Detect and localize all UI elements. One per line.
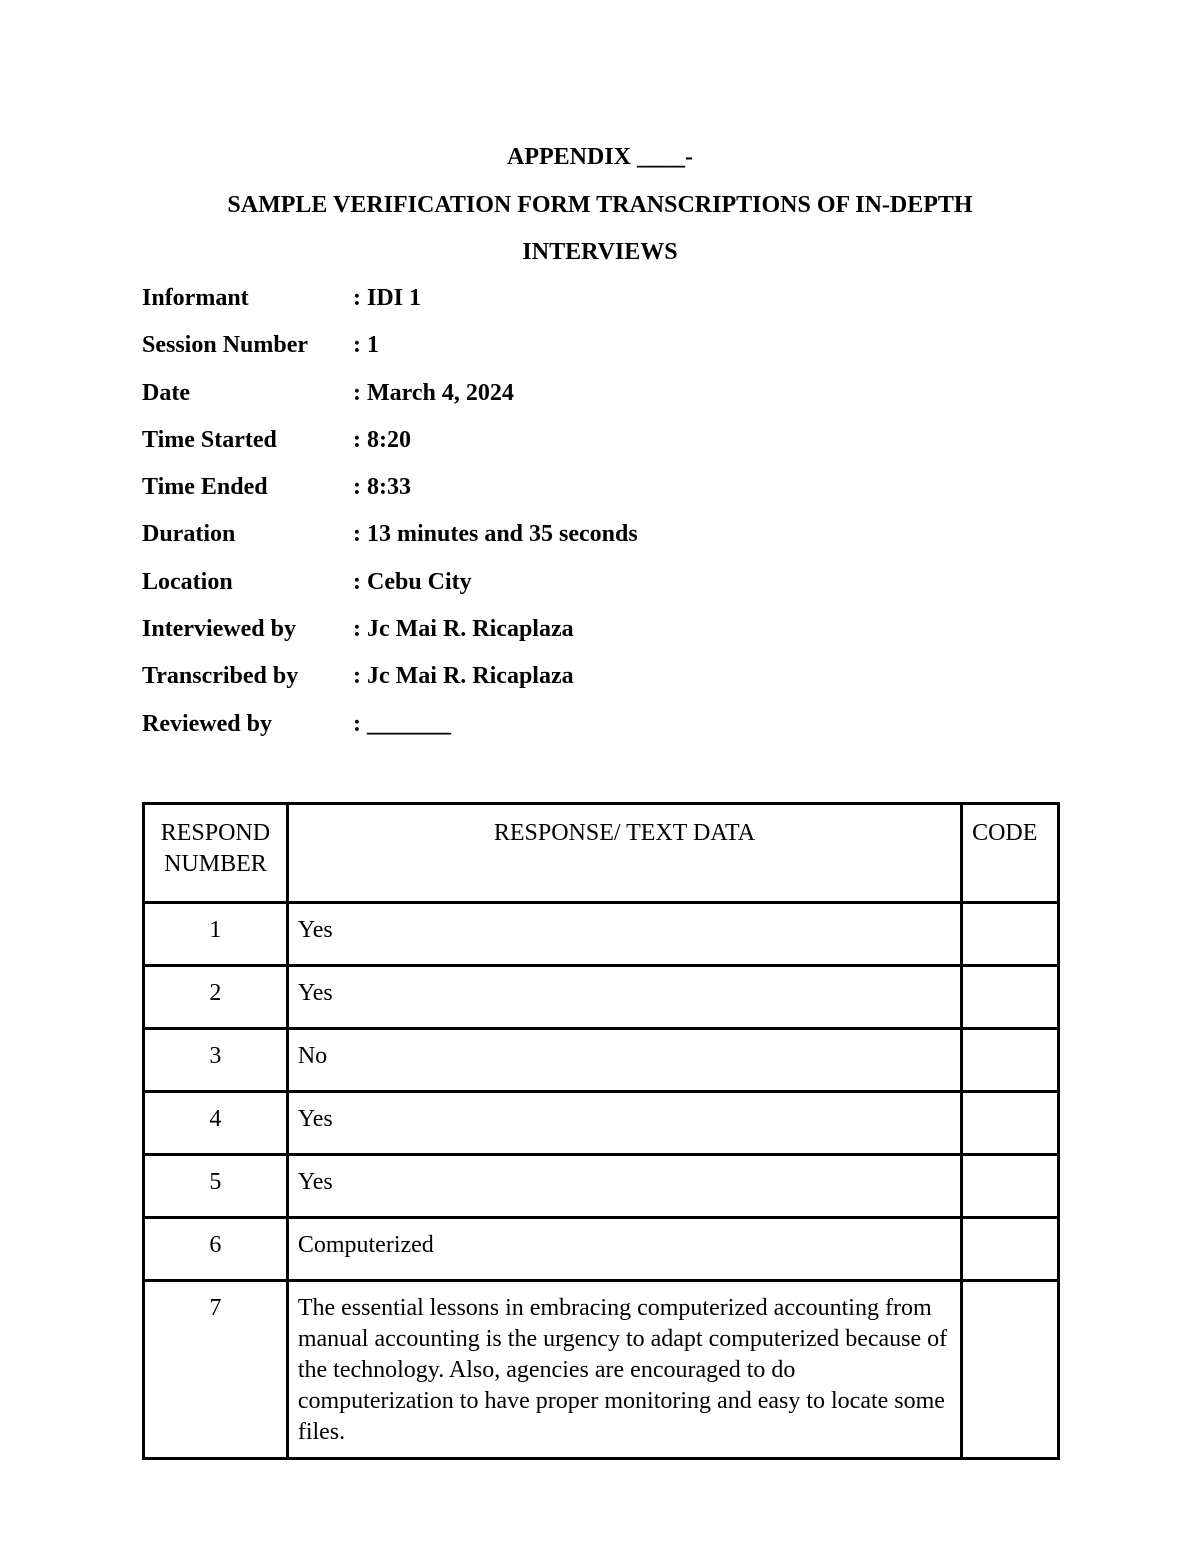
detail-date: [142, 378, 1042, 425]
detail-value: : Cebu City: [353, 568, 472, 595]
respond-number-cell: 1: [144, 903, 288, 966]
code-cell: [962, 1029, 1059, 1092]
response-cell: Yes: [287, 1092, 961, 1155]
detail-label: Informant: [142, 285, 249, 311]
detail-transcribed-by: [142, 661, 1042, 708]
respond-number-cell: 7: [144, 1281, 288, 1459]
table-row: [144, 966, 1059, 1029]
detail-label: Time Started: [142, 426, 277, 453]
detail-interviewed-by: [142, 614, 1042, 661]
table-row: [144, 1218, 1059, 1281]
detail-label: Duration: [142, 521, 236, 548]
detail-label: Reviewed by: [142, 710, 272, 737]
form-title: SAMPLE VERIFICATION FORM TRANSCRIPTIONS OF IN-DEPTH: [227, 192, 973, 218]
detail-informant: [142, 283, 1042, 330]
detail-duration: [142, 519, 1042, 566]
code-cell: [962, 1218, 1059, 1281]
appendix-title: APPENDIX ____-: [507, 144, 693, 170]
response-cell: Computerized: [287, 1218, 961, 1281]
response-cell: Yes: [287, 966, 961, 1029]
detail-label: Location: [142, 568, 233, 595]
form-title-continued: INTERVIEWS: [522, 239, 678, 265]
detail-value: : IDI 1: [353, 285, 422, 311]
code-cell: [962, 1281, 1059, 1459]
detail-label: Time Ended: [142, 474, 268, 501]
detail-label: Date: [142, 379, 190, 406]
detail-session-number: [142, 330, 1042, 377]
detail-label: Interviewed by: [142, 616, 296, 643]
detail-value: : 1: [353, 332, 379, 359]
header-response-text-data: RESPONSE/ TEXT DATA: [287, 804, 961, 903]
response-cell: The essential lessons in embracing computerized accounting from manual accounting is the urgency to adapt computerized because of the technology. Also, agencies are encouraged to do computerization to have proper monitoring and easy to locate some files.: [287, 1281, 961, 1459]
header-code: CODE: [962, 804, 1059, 903]
table-row: [144, 1155, 1059, 1218]
interview-details: [142, 283, 1042, 756]
detail-time-ended: [142, 472, 1042, 519]
response-cell: Yes: [287, 1155, 961, 1218]
detail-value: : March 4, 2024: [353, 379, 514, 406]
detail-label: Session Number: [142, 332, 309, 359]
response-cell: No: [287, 1029, 961, 1092]
detail-time-started: [142, 425, 1042, 472]
detail-label: Transcribed by: [142, 663, 299, 690]
detail-reviewed-by: [142, 709, 1042, 756]
detail-location: [142, 567, 1042, 614]
respond-number-cell: 2: [144, 966, 288, 1029]
respond-number-cell: 6: [144, 1218, 288, 1281]
detail-value: : 13 minutes and 35 seconds: [353, 521, 638, 548]
header-respond-number: RESPOND NUMBER: [144, 804, 288, 903]
table-row: [144, 1029, 1059, 1092]
respond-number-cell: 5: [144, 1155, 288, 1218]
table-header-row: [144, 804, 1059, 903]
detail-value: : Jc Mai R. Ricaplaza: [353, 663, 574, 690]
table-row: [144, 903, 1059, 966]
detail-value: : _______: [353, 710, 451, 737]
response-cell: Yes: [287, 903, 961, 966]
respond-number-cell: 4: [144, 1092, 288, 1155]
detail-value: : Jc Mai R. Ricaplaza: [353, 616, 574, 643]
code-cell: [962, 966, 1059, 1029]
detail-value: : 8:33: [353, 474, 411, 501]
table-row: [144, 1281, 1059, 1459]
code-cell: [962, 903, 1059, 966]
table-row: [144, 1092, 1059, 1155]
detail-value: : 8:20: [353, 426, 411, 453]
code-cell: [962, 1155, 1059, 1218]
code-cell: [962, 1092, 1059, 1155]
respond-number-cell: 3: [144, 1029, 288, 1092]
response-table: [142, 802, 1060, 1460]
